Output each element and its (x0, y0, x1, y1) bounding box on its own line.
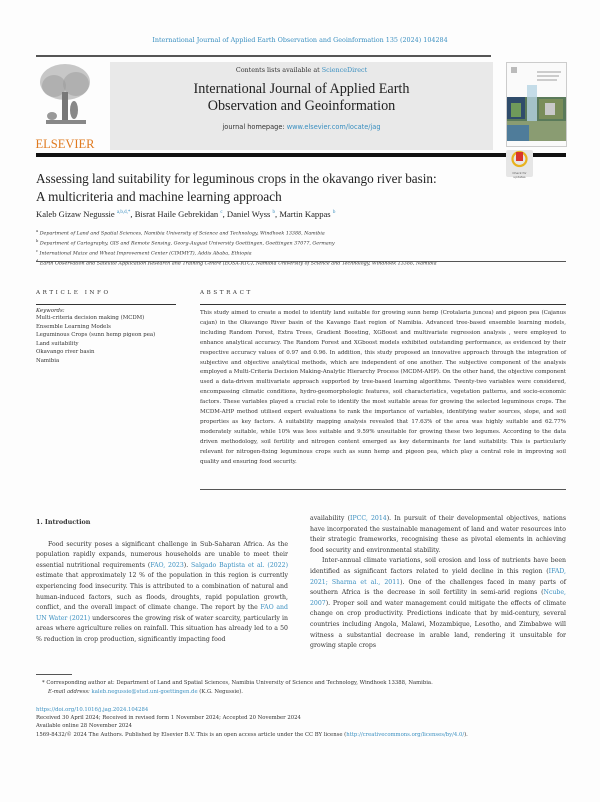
journal-header-box (110, 62, 493, 150)
author-affiliation-marks[interactable]: b (332, 210, 336, 216)
author-name: Kaleb Gizaw Negussie (36, 209, 115, 219)
keyword: Leguminous Crops (sunn hemp pigeon pea) (36, 332, 156, 339)
citation-link[interactable]: Ncube, 2007 (310, 589, 566, 607)
abstract-heading: ABSTRACT (200, 290, 253, 296)
keyword: Multi-criteria decision making (MCDM) (36, 315, 145, 321)
sciencedirect-link[interactable]: ScienceDirect (321, 66, 368, 74)
author[interactable] (279, 209, 335, 219)
keyword: Ensemble Learning Models (36, 323, 111, 330)
author-separator: , (130, 209, 135, 219)
contents-line (110, 66, 493, 74)
affiliation-mark: b (36, 239, 39, 243)
homepage-prefix: journal homepage: (222, 123, 287, 131)
available-online: Available online 28 November 2024 (36, 723, 133, 730)
affiliation (36, 228, 566, 238)
text: ). (183, 561, 192, 569)
cover-image-icon (507, 63, 566, 146)
keywords-label: Keywords: (36, 308, 65, 314)
author-list (36, 209, 566, 219)
journal-reference[interactable]: International Journal of Applied Earth Observation and Geoinformation 135 (2024) 104284 (152, 36, 448, 44)
license-text: 1569-8432/© 2024 The Authors. Published by Elsevier B.V. This is an open access article under the CC BY license ( (36, 731, 347, 738)
homepage-link[interactable]: www.elsevier.com/locate/jag (286, 123, 381, 131)
affiliation-text: International Maize and Wheat Improvement Center (CIMMYT), Addis Ababa, Ethiopia (39, 251, 252, 257)
body-column-left (36, 517, 288, 646)
author-separator: , (222, 209, 227, 219)
email-suffix: (K.G. Negussie). (197, 688, 243, 695)
author[interactable] (227, 209, 275, 219)
author[interactable] (36, 209, 130, 219)
header-rule (36, 55, 491, 57)
author-separator: , (275, 209, 280, 219)
license-link[interactable]: http://creativecommons.org/licenses/by/4.0/ (346, 731, 465, 738)
footnote-rule (36, 674, 72, 675)
text: estimate that approximately 12 % of the population in this region is currently experiencing food insecurity. This is attributed to a combination of natural and human-induced factors, such as floods, droughts, rapid population growth, conflict, and the overall impact of climate change. The report by the (36, 572, 288, 612)
affiliation-mark: c (36, 249, 39, 253)
author-name: Bisrat Haile Gebrekidan (134, 209, 219, 219)
citation-link[interactable]: Salgado Baptista et al. (2022) (191, 561, 288, 569)
affiliation (36, 248, 566, 258)
affiliations-rule (36, 261, 566, 262)
keyword: Land suitability (36, 340, 79, 347)
author-affiliation-marks[interactable]: a,b,d,* (116, 210, 131, 216)
abstract (200, 290, 566, 468)
elsevier-logo[interactable] (34, 62, 96, 152)
text: Food security poses a significant challenge in Sub-Saharan Africa. As the population rapidly expands, numerous households are unable to meet their essential nutritional requirements ( (36, 540, 288, 569)
footnote (36, 679, 576, 696)
text: availability ( (310, 515, 350, 522)
author-name: Martin Kappas (279, 209, 331, 219)
email-link[interactable]: kaleb.negussie@stud.uni-goettingen.de (91, 688, 198, 695)
homepage-line (110, 123, 493, 131)
section-heading: 1. Introduction (36, 518, 91, 526)
citation-link[interactable]: FAO and UN Water (2021) (36, 604, 288, 622)
article-title-line1: Assessing land suitability for leguminous crops in the okavango river basin: (36, 171, 437, 186)
email-line (36, 688, 576, 697)
author-name: Daniel Wyss (226, 209, 271, 219)
crossmark-icon (506, 150, 533, 168)
citation-link[interactable]: IPCC, 2014 (350, 515, 387, 522)
affiliation-text: Earth Observation and Satellite Application Research and Training Centre (EOSA-RTC), Namibia University of Science and Technology, Windhoek 13388, Namibia (39, 261, 437, 267)
contents-prefix: Contents lists available at (235, 66, 322, 74)
text: underscores the growing risk of water scarcity, particularly in areas where agriculture relies on rainfall. This situation has already led to a 50 % reduction in crop production, significantly impacting food (36, 614, 288, 643)
body-column-right (310, 514, 566, 652)
article-info-rule (36, 304, 176, 305)
header-thick-rule (36, 153, 566, 157)
citation-link[interactable]: FAO, 2023 (150, 561, 184, 569)
abstract-end-rule (200, 489, 566, 490)
affiliations (36, 228, 566, 268)
abstract-rule (200, 304, 566, 305)
license-suffix: ). (464, 731, 468, 738)
text: ). In pursuit of their developmental objectives, nations have incorporated the sustainable management of land and water resources into their strategic frameworks, recognising these as pivotal elements in achieving food security and environmental stability. (310, 515, 567, 554)
article-title (36, 170, 496, 206)
author-affiliation-marks[interactable]: c (220, 210, 223, 216)
tree-logo-icon (38, 62, 92, 128)
journal-title-line2: Observation and Geoinformation (207, 98, 396, 114)
keyword: Okavango river basin (36, 349, 95, 356)
affiliation-mark: a (36, 229, 39, 233)
corresponding-author-note: * Corresponding author at: Department of Land and Spatial Sciences, Namibia University of Science and Technology, Windhoek 13388, Namibia. (42, 680, 433, 686)
article-info (36, 290, 176, 366)
paragraph (310, 556, 566, 651)
text: ). One of the challenges faced in many parts of southern Africa is the decrease in soil fertility in semi-arid regions ( (310, 578, 566, 597)
license-line (36, 731, 576, 739)
received-dates: Received 30 April 2024; Received in revised form 1 November 2024; Accepted 20 November 2024 (36, 715, 301, 722)
doi-link[interactable]: https://doi.org/10.1016/j.jag.2024.104284 (36, 707, 149, 713)
publisher-name: ELSEVIER (35, 137, 95, 151)
article-info-heading: ARTICLE INFO (36, 290, 111, 296)
abstract-text: This study aimed to create a model to identify land suitable for growing sunn hemp (Crotalaria juncea) and pigeon pea (Cajanus cajan) in the Okavango River basin of the Kavango East region of Namibia. Advanced tree-based ensemble learning models, including Random Forest, Extra Trees, Gradient Boosting, XGBoost and multivariate regression analysis , were employed to enhance analytical accuracy. The Random Forest and XGboost models exhibited outstanding performance, as evidenced by their respective accuracy values of 0.97 and 0.96. In addition, this study proposed an innovative approach through the integration of subjective and objective analytical methods, which are independent of one another. The subjective component of the analysis employed a Multi-Criteria Decision Making-Analytic Hierarchy Process (MCDM-AHP). On the other hand, the objective component used a data-driven multivariate approach supported by tree-based learning algorithms. Twenty-two variables were considered, encompassing climatic conditions, hydro-geomorphologic features, soil characteristics, vegetation patterns, and socio-economic factors. These variables played a crucial role to identify the most suitable areas for growing the selected leguminous crops. The MCDM-AHP method utilised expert evaluations to rank the importance of variables, identifying water sources, slope, and soil properties as key factors. A suitability mapping analysis revealed that 17.63% of the area was highly suitable and 62.77% moderately suitable, while 10% was less suitable and 9.59% unsuitable for growing these two legumes. According to the data driven methodology, soil fertility and nitrogen content emerged as key determinants for land suitability. This is particularly relevant for nitrogen-fixing leguminous crops such as sunn hemp and pigeon pea, which play a central role in improving soil quality and ensuring food security. (200, 310, 566, 465)
author[interactable] (135, 209, 223, 219)
affiliation-text: Department of Cartography, GIS and Remote Sensing, Georg-August University Goettingen, Goettingen 37077, Germany (39, 241, 335, 247)
text: ). Proper soil and water management could mitigate the effects of climate change on crop productivity. Predictions indicate that by mid-century, several countries including Angola, Malawi, Mozambique, Lesotho, and Zimbabwe will witness a substantial decrease in arable land, rendering it unsuitable for growing staple crops (310, 599, 566, 650)
check-for-updates-button[interactable] (506, 150, 533, 177)
affiliation-text: Department of Land and Spatial Sciences, Namibia University of Science and Technology, Windhoek 13388, Namibia (39, 231, 325, 237)
citation-link[interactable]: IFAD, 2021; Sharma et al., 2011 (310, 567, 566, 586)
paragraph (36, 540, 288, 646)
journal-title[interactable] (110, 81, 493, 115)
crossmark-label: Check for updates (512, 171, 527, 179)
keyword: Namibia (36, 357, 60, 364)
email-label: E-mail address: (48, 688, 90, 695)
paragraph (310, 514, 566, 556)
article-title-line2: A multicriteria and machine learning approach (36, 189, 282, 204)
publication-info (36, 706, 576, 739)
affiliation (36, 238, 566, 248)
affiliation (36, 258, 566, 268)
text: Inter-annual climate variations, soil erosion and loss of nutrients have been identified as significant factors related to yield decline in this region ( (310, 557, 566, 575)
author-affiliation-marks[interactable]: b (272, 210, 276, 216)
journal-cover-thumbnail[interactable] (506, 62, 567, 147)
journal-title-line1: International Journal of Applied Earth (193, 81, 410, 97)
